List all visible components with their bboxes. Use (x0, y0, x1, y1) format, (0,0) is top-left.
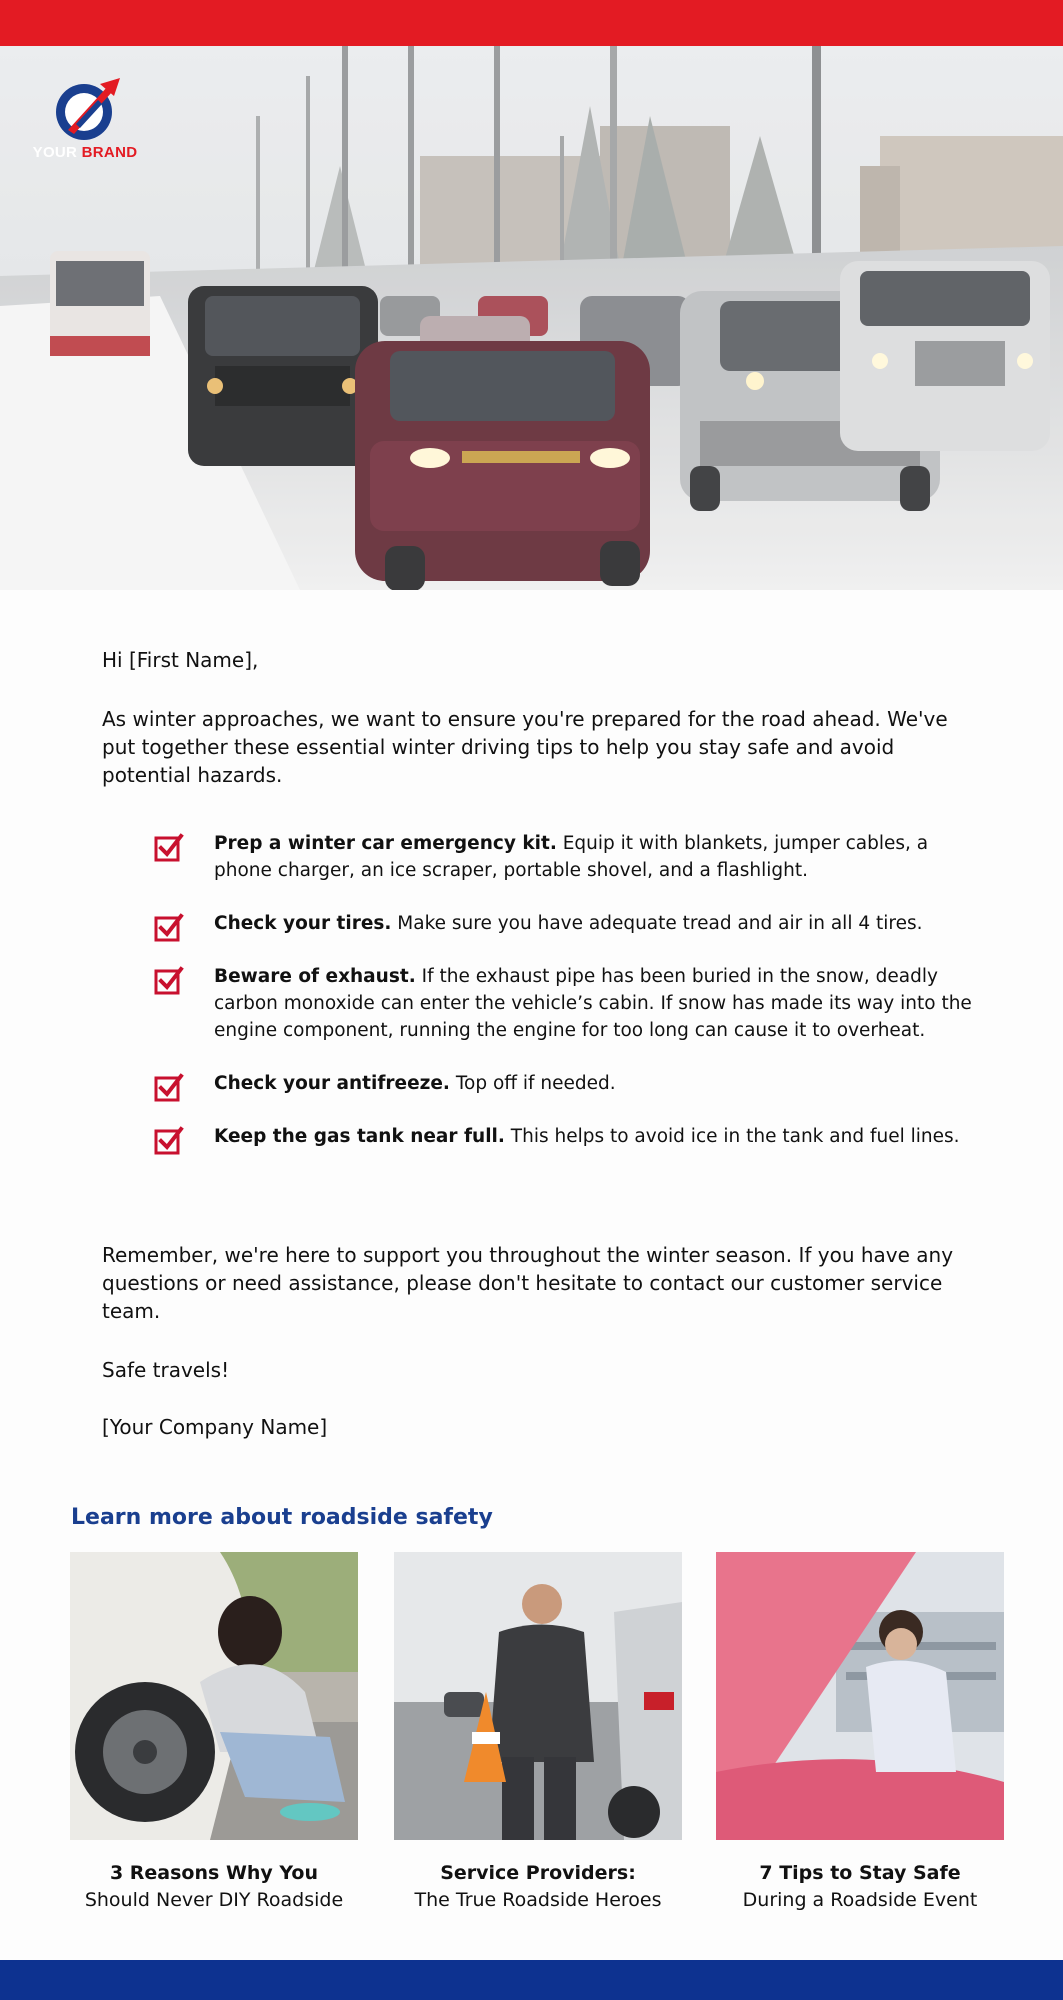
tip-text: Equip it with blankets, jumper cables, a phone charger, an ice scraper, portable shovel, and a flashlight. (214, 833, 929, 881)
tip-title: Keep the gas tank near full. (214, 1126, 505, 1147)
logo-mark-icon (50, 74, 122, 146)
checkbox-checked-icon (154, 832, 184, 862)
card-title-line1: 7 Tips to Stay Safe (759, 1862, 961, 1884)
tip-item (154, 1123, 974, 1150)
tip-text: This helps to avoid ice in the tank and fuel lines. (504, 1126, 960, 1147)
learn-more-heading[interactable]: Learn more about roadside safety (71, 1505, 493, 1530)
checkbox-checked-icon (154, 912, 184, 942)
bottom-navy-bar (0, 1960, 1063, 2000)
logo-wordmark (20, 144, 150, 161)
article-card-stay-safe-tips[interactable] (716, 1552, 1004, 1914)
card-title-line1: 3 Reasons Why You (109, 1862, 319, 1884)
article-card-service-providers[interactable] (394, 1552, 682, 1914)
tip-item (154, 963, 974, 1044)
closing-paragraph: Remember, we're here to support you throughout the winter season. If you have any questions or need assistance, please don't hesitate to contact our customer service team. (102, 1243, 954, 1323)
tip-title: Beware of exhaust. (214, 966, 416, 987)
article-card-diy-roadside[interactable] (70, 1552, 358, 1914)
hero-image-winter-traffic (0, 46, 1063, 590)
logo-text-your: YOUR (32, 144, 78, 161)
signoff: Safe travels! (102, 1358, 230, 1382)
card-title-line2: During a Roadside Event (742, 1889, 978, 1911)
logo-text-brand: BRAND (81, 144, 138, 161)
tip-item (154, 910, 974, 937)
brand-logo[interactable] (20, 74, 150, 164)
company-name: [Your Company Name] (102, 1415, 328, 1439)
tip-title: Check your tires. (214, 913, 392, 934)
winter-tips-list (154, 830, 974, 1150)
tip-item (154, 830, 974, 884)
card-title[interactable] (70, 1860, 358, 1914)
checkbox-checked-icon (154, 965, 184, 995)
tip-text: If the exhaust pipe has been buried in the snow, deadly carbon monoxide can enter the vehicle’s cabin. If snow has made its way into the engine component, running the engine for too long can cause it to overheat. (214, 966, 972, 1041)
tip-text: Make sure you have adequate tread and air in all 4 tires. (391, 913, 923, 934)
card-title-line2: Should Never DIY Roadside (84, 1889, 344, 1911)
card-title-line2: The True Roadside Heroes (414, 1889, 662, 1911)
card-title[interactable] (394, 1860, 682, 1914)
card-image-car-hood[interactable] (716, 1552, 1004, 1840)
card-title[interactable] (716, 1860, 1004, 1914)
top-red-bar (0, 0, 1063, 46)
tip-title: Prep a winter car emergency kit. (214, 833, 557, 854)
card-image-roadside-worker[interactable] (394, 1552, 682, 1840)
checkbox-checked-icon (154, 1072, 184, 1102)
tip-text: Top off if needed. (449, 1073, 616, 1094)
tip-item (154, 1070, 974, 1097)
tip-title: Check your antifreeze. (214, 1073, 450, 1094)
card-title-line1: Service Providers: (440, 1862, 636, 1884)
card-image-tire-change[interactable] (70, 1552, 358, 1840)
intro-paragraph: As winter approaches, we want to ensure you're prepared for the road ahead. We've put together these essential winter driving tips to help you stay safe and avoid potential hazards. (102, 707, 948, 787)
greeting: Hi [First Name], (102, 648, 259, 672)
checkbox-checked-icon (154, 1125, 184, 1155)
